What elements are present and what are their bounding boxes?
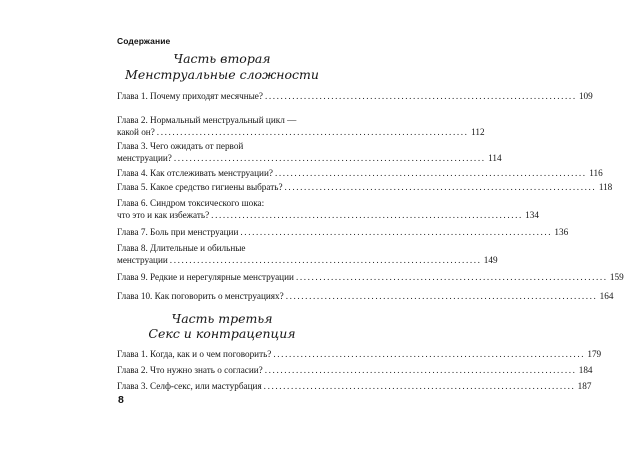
toc-entry-title: Глава 6. Синдром токсического шока:: [117, 198, 265, 208]
dot-leader: ................................................................................: [169, 255, 482, 265]
dot-leader: ................................................................................: [263, 381, 576, 391]
toc-page-number: 187: [577, 381, 592, 391]
toc-page-number: 179: [587, 349, 602, 359]
dot-leader: ................................................................................: [211, 210, 523, 220]
toc-page-number: 136: [554, 227, 569, 237]
dot-leader: ................................................................................: [273, 349, 586, 359]
toc-entry-title: Глава 8. Длительные и обильные: [117, 243, 246, 253]
toc-entry-title: Глава 1. Когда, как и о чем поговорить?: [117, 349, 272, 359]
toc-entry-title: Глава 10. Как поговорить о менструациях?: [117, 291, 284, 301]
dot-leader: ................................................................................: [264, 91, 577, 101]
dot-leader: ................................................................................: [274, 168, 587, 178]
toc-page-number: 159: [609, 272, 624, 282]
dot-leader: ................................................................................: [284, 182, 597, 192]
toc-page-number: 118: [598, 182, 613, 192]
dot-leader: ................................................................................: [173, 153, 486, 163]
toc-entry[interactable]: [117, 90, 593, 102]
dot-leader: ................................................................................: [295, 272, 608, 282]
dot-leader: ................................................................................: [285, 291, 598, 301]
toc-entry[interactable]: [117, 140, 502, 164]
toc-page-number: 134: [525, 210, 539, 220]
toc-entry[interactable]: [117, 364, 593, 376]
toc-entry[interactable]: [117, 167, 603, 179]
toc-entry[interactable]: [117, 242, 498, 266]
toc-entry[interactable]: [117, 348, 602, 360]
part-two-title-line2: Менструальные сложности: [125, 67, 319, 82]
toc-entry[interactable]: [117, 271, 624, 283]
toc-entry-title: Глава 4. Как отслеживать менструации?: [117, 168, 273, 178]
toc-page-number: 164: [599, 291, 614, 301]
dot-leader: ................................................................................: [264, 365, 577, 375]
toc-entry-title-continued: что это и как избежать?: [117, 210, 210, 220]
toc-entry-title: Глава 7. Боль при менструации: [117, 227, 239, 237]
toc-entry-title: Глава 1. Почему приходят месячные?: [117, 91, 263, 101]
toc-entry-title-continued: менструации?: [117, 153, 172, 163]
dot-leader: ................................................................................: [156, 127, 469, 137]
toc-page-number: 114: [488, 153, 502, 163]
toc-entry[interactable]: [117, 380, 592, 392]
toc-entry-title-continued: менструации: [117, 255, 168, 265]
toc-entry-title: Глава 9. Редкие и нерегулярные менструации: [117, 272, 294, 282]
toc-entry-title: Глава 3. Чего ожидать от первой: [117, 141, 244, 151]
toc-entry[interactable]: [117, 114, 485, 138]
toc-page-number: 112: [471, 127, 485, 137]
toc-entry-title-continued: какой он?: [117, 127, 155, 137]
toc-page-number: 184: [578, 365, 593, 375]
toc-entry-title: Глава 2. Нормальный менструальный цикл —: [117, 115, 297, 125]
toc-entry[interactable]: [117, 290, 614, 302]
running-header: Содержание: [117, 36, 171, 46]
toc-page-number: 109: [578, 91, 593, 101]
part-three-title-line2: Секс и контрацепция: [148, 326, 296, 341]
toc-page-number: 116: [589, 168, 603, 178]
dot-leader: ................................................................................: [240, 227, 553, 237]
toc-entry-title: Глава 3. Селф-секс, или мастурбация: [117, 381, 262, 391]
toc-entry[interactable]: [117, 181, 613, 193]
toc-entry[interactable]: [117, 226, 569, 238]
part-two-title-line1: Часть вторая: [173, 51, 271, 66]
page-number: 8: [118, 394, 124, 406]
toc-page-number: 149: [483, 255, 498, 265]
toc-entry-title: Глава 2. Что нужно знать о согласии?: [117, 365, 263, 375]
part-three-title-line1: Часть третья: [171, 311, 273, 326]
toc-entry-title: Глава 5. Какое средство гигиены выбрать?: [117, 182, 283, 192]
toc-entry[interactable]: [117, 197, 539, 221]
